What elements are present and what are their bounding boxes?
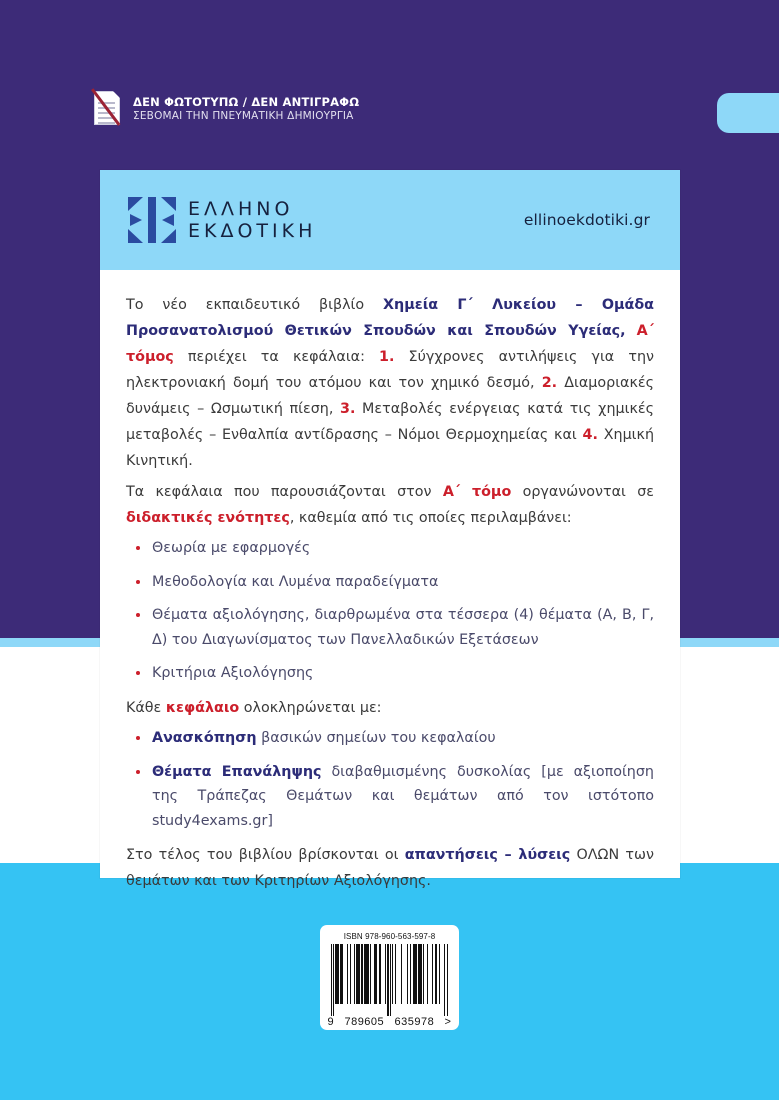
list-item xyxy=(126,726,654,751)
barcode-digit-group2: 635978 xyxy=(394,1016,435,1028)
chapter-highlight: κεφάλαιο xyxy=(165,700,240,717)
description-paragraph-2 xyxy=(126,479,654,531)
brand-name-line1: ΕΛΛΗΝΟ xyxy=(188,197,294,220)
book-title-highlight: Χημεία Γ΄ Λυκείου – Ομάδα Προσανατολισμού Θετικών Σπουδών και Σπουδών Υγείας, xyxy=(126,297,654,340)
list-item xyxy=(126,570,654,595)
no-photocopy-icon xyxy=(93,90,123,128)
barcode-digit-right: > xyxy=(444,1016,452,1028)
list-item-text: Κριτήρια Αξιολόγησης xyxy=(152,665,314,682)
list-item xyxy=(126,760,654,834)
copyright-notice-line2: ΣΕΒΟΜΑΙ ΤΗΝ ΠΝΕΥΜΑΤΙΚΗ ΔΗΜΙΟΥΡΓΙΑ xyxy=(133,109,354,122)
card-header xyxy=(100,170,680,270)
card-body xyxy=(100,270,680,894)
para4-seg2: ΟΛΩΝ των θεμάτων και των Κριτηρίων Αξιολόγησης. xyxy=(126,847,654,890)
description-paragraph-4 xyxy=(126,842,654,894)
chapter-number-3: 3. xyxy=(340,401,356,418)
list-item-text: Μεθοδολογία και Λυμένα παραδείγματα xyxy=(152,573,439,590)
para3-seg2: ολοκληρώνεται με: xyxy=(239,700,382,717)
para1-seg3: περιέχει τα κεφάλαια: xyxy=(173,349,380,366)
list-item-bold-label: Ανασκόπηση xyxy=(152,730,257,747)
barcode-digits xyxy=(328,1016,452,1028)
list-item xyxy=(126,603,654,652)
feature-list-group-2 xyxy=(126,726,654,833)
description-paragraph-1 xyxy=(126,292,654,474)
isbn-barcode xyxy=(320,925,459,1030)
para3-seg1: Κάθε xyxy=(126,700,166,717)
content-card xyxy=(100,170,680,890)
list-item xyxy=(126,661,654,686)
ellinoekdotiki-logo-icon xyxy=(128,197,176,243)
copyright-notice xyxy=(93,90,359,128)
barcode-digit-group1: 789605 xyxy=(344,1016,385,1028)
para2-seg3: , καθεμία από τις οποίες περιλαμβάνει: xyxy=(289,510,572,527)
para1-seg4: Σύγχρονες αντιλήψεις για την ηλεκτρονιακή δομή του ατόμου και τον χημικό δεσμό, xyxy=(126,349,655,392)
list-item-bold-label: Θέματα Επανάληψης xyxy=(152,763,322,780)
chapter-number-1: 1. xyxy=(379,349,395,366)
answers-highlight: απαντήσεις – λύσεις xyxy=(404,847,571,864)
feature-list-group-1 xyxy=(126,536,654,686)
para1-seg5: Διαμοριακές δυνάμεις – Ωσμωτική πίεση, xyxy=(126,375,655,418)
barcode-digit-left: 9 xyxy=(327,1016,335,1028)
para1-seg1: Το νέο εκπαιδευτικό βιβλίο xyxy=(126,297,384,313)
brand-name-line2: ΕΚΔΟΤΙΚΗ xyxy=(188,220,317,242)
top-right-tab-shape xyxy=(717,93,779,133)
list-item-text: βασικών σημείων του κεφαλαίου xyxy=(256,730,496,747)
teaching-units-highlight: διδακτικές ενότητες xyxy=(126,510,290,527)
chapter-number-4: 4. xyxy=(582,427,598,444)
para4-seg1: Στο τέλος του βιβλίου βρίσκονται οι xyxy=(126,847,405,864)
para2-seg2: οργανώνονται σε xyxy=(511,484,654,501)
para1-seg6: Μεταβολές ενέργειας κατά τις χημικές μεταβολές – Ενθαλπία αντίδρασης – Νόμοι Θερμοχημείας και xyxy=(126,401,654,444)
para2-seg1: Τα κεφάλαια που παρουσιάζονται στον xyxy=(126,484,443,501)
chapter-number-2: 2. xyxy=(541,375,558,392)
list-item-text: Θέματα αξιολόγησης, διαρθρωμένα στα τέσσερα (4) θέματα (Α, Β, Γ, Δ) του Διαγωνίσματος των Πανελλαδικών Εξετάσεων xyxy=(152,607,654,648)
isbn-label: ISBN 978-960-563-597-8 xyxy=(343,932,436,941)
volume-highlight: Α΄ τόμος xyxy=(126,323,655,366)
para1-seg7: Χημική Κινητική. xyxy=(126,427,654,470)
para2-volume-highlight: Α΄ τόμο xyxy=(442,484,512,501)
publisher-website-url[interactable]: ellinoekdotiki.gr xyxy=(523,211,650,229)
list-item xyxy=(126,536,654,561)
para1-seg2 xyxy=(626,323,637,339)
barcode-bars xyxy=(331,944,449,1004)
list-item-text: διαβαθμισμένης δυσκολίας [με αξιοποίηση της Τράπεζας Θεμάτων και θεμάτων από τον ιστότοπο study4exams.gr] xyxy=(152,763,654,829)
description-paragraph-3 xyxy=(126,695,654,721)
copyright-notice-line1: ΔΕΝ ΦΩΤΟΤΥΠΩ / ΔΕΝ ΑΝΤΙΓΡΑΦΩ xyxy=(133,95,360,110)
publisher-brand xyxy=(128,197,316,243)
list-item-text: Θεωρία με εφαρμογές xyxy=(152,540,311,557)
